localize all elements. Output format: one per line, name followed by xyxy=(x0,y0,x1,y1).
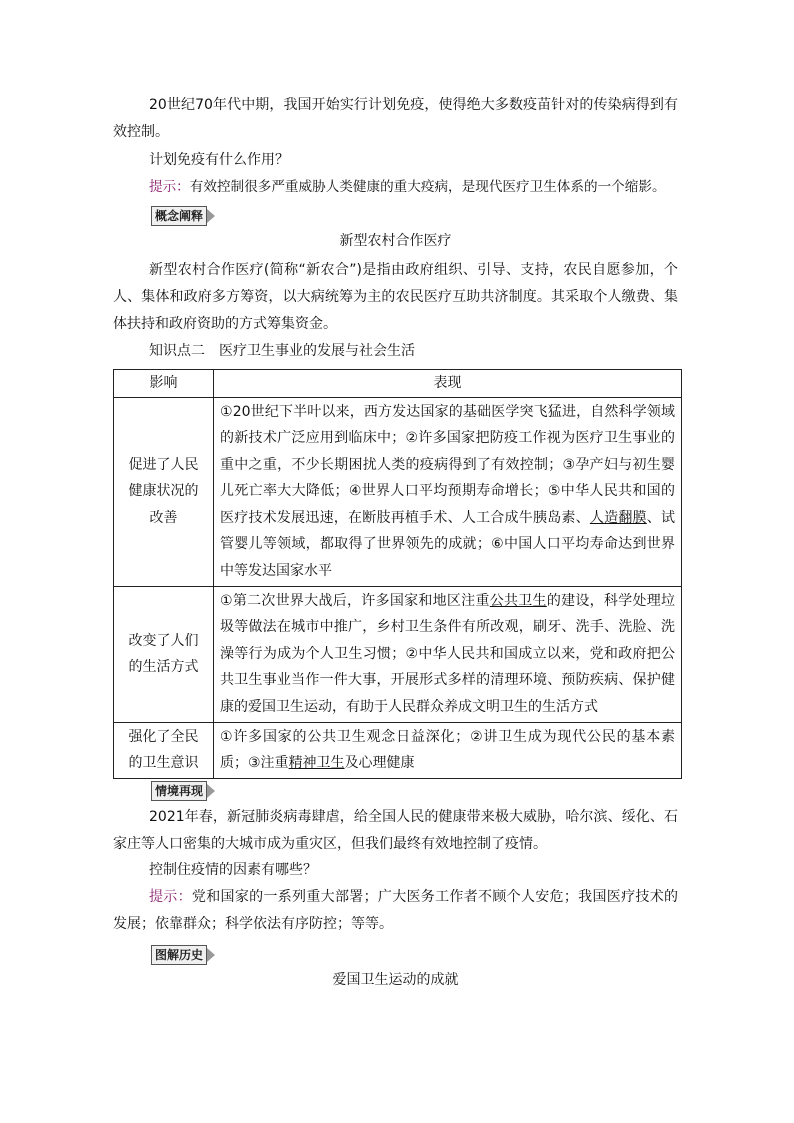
performance-text: ①第二次世界大战后，许多国家和地区注重 xyxy=(220,592,490,609)
hint-text: 有效控制很多严重威胁人类健康的重大疫病，是现代医疗卫生体系的一个缩影。 xyxy=(189,179,666,195)
header-performance: 表现 xyxy=(214,370,682,398)
table-row xyxy=(114,397,682,586)
concept-title: 新型农村合作医疗 xyxy=(339,233,452,249)
scenario-tag: 情境再现 xyxy=(151,781,207,801)
scenario-question: 控制住疫情的因素有哪些？ xyxy=(149,862,317,878)
impact-cell: 改变了人们的生活方式 xyxy=(114,586,214,722)
scenario-hint xyxy=(113,884,678,938)
hint-label: 提示： xyxy=(149,889,192,905)
intro-paragraph: 20世纪70年代中期，我国开始实行计划免疫，使得绝大多数疫苗针对的传染病得到有效控制。 xyxy=(113,97,678,140)
performance-text: ①许多国家的公共卫生观念日益深化；②讲卫生成为现代公民的基本素质；③注重 xyxy=(220,728,675,771)
impact-cell: 促进了人民健康状况的改善 xyxy=(114,397,214,586)
table-row xyxy=(114,722,682,778)
performance-text: 、试管婴儿等领域，都取得了世界领先的成就；⑥中国人口平均寿命达到世界中等发达国家水平 xyxy=(220,509,676,579)
illustration-tag: 图解历史 xyxy=(151,945,207,965)
underlined-term: 公共卫生 xyxy=(489,592,547,609)
intro-hint xyxy=(149,174,666,201)
performance-cell xyxy=(214,722,682,778)
illustration-title: 爱国卫生运动的成就 xyxy=(332,972,459,988)
concept-paragraph: 新型农村合作医疗(简称“新农合”)是指由政府组织、引导、支持，农民自愿参加，个人、集体和政府多方筹资，以大病统筹为主的农民医疗互助共济制度。其采取个人缴费、集体扶持和政府资助的方式筹集资金。 xyxy=(113,262,678,332)
intro-question: 计划免疫有什么作用？ xyxy=(149,152,289,168)
knowledge-heading: 知识点二 医疗卫生事业的发展与社会生活 xyxy=(149,343,415,359)
table-row xyxy=(114,586,682,722)
hint-label: 提示： xyxy=(149,179,190,195)
table-header-row xyxy=(114,370,682,398)
concept-tag: 概念阐释 xyxy=(151,206,207,226)
impact-table xyxy=(113,369,682,779)
hint-text: 党和国家的一系列重大部署；广大医务工作者不顾个人安危；我国医疗技术的发展；依靠群众；科学依法有序防控；等等。 xyxy=(113,889,679,932)
performance-text: ①20世纪下半叶以来，西方发达国家的基础医学突飞猛进，自然科学领域的新技术广泛应用到临床中；②许多国家把防疫工作视为医疗卫生事业的重中之重，不少长期困扰人类的疫病得到了有效控制；③孕产妇与初生婴儿死亡率大大降低；④世界人口平均预期寿命增长；⑤中华人民共和国的医疗技术发展迅速，在断肢再植手术、人工合成牛胰岛素、 xyxy=(220,403,675,526)
scenario-paragraph: 2021年春，新冠肺炎病毒肆虐，给全国人民的健康带来极大威胁，哈尔滨、绥化、石家庄等人口密集的大城市成为重灾区，但我们最终有效地控制了疫情。 xyxy=(113,809,678,852)
performance-cell xyxy=(214,397,682,586)
underlined-term: 精神卫生 xyxy=(288,755,345,771)
header-impact: 影响 xyxy=(114,370,214,398)
performance-cell xyxy=(214,586,682,722)
performance-text: 及心理健康 xyxy=(344,755,415,771)
impact-cell: 强化了全民的卫生意识 xyxy=(114,722,214,778)
underlined-term: 人造翻膜 xyxy=(589,509,647,526)
performance-text: 的建设，科学处理垃圾等做法在城市中推广，乡村卫生条件有所改观，刷牙、洗手、洗脸、洗澡等行为成为个人卫生习惯；②中华人民共和国成立以来，党和政府把公共卫生事业当作一件大事，开展形式多样的清理环境、预防疾病、保护健康的爱国卫生运动，有助于人民群众养成文明卫生的生活方式 xyxy=(220,592,676,715)
